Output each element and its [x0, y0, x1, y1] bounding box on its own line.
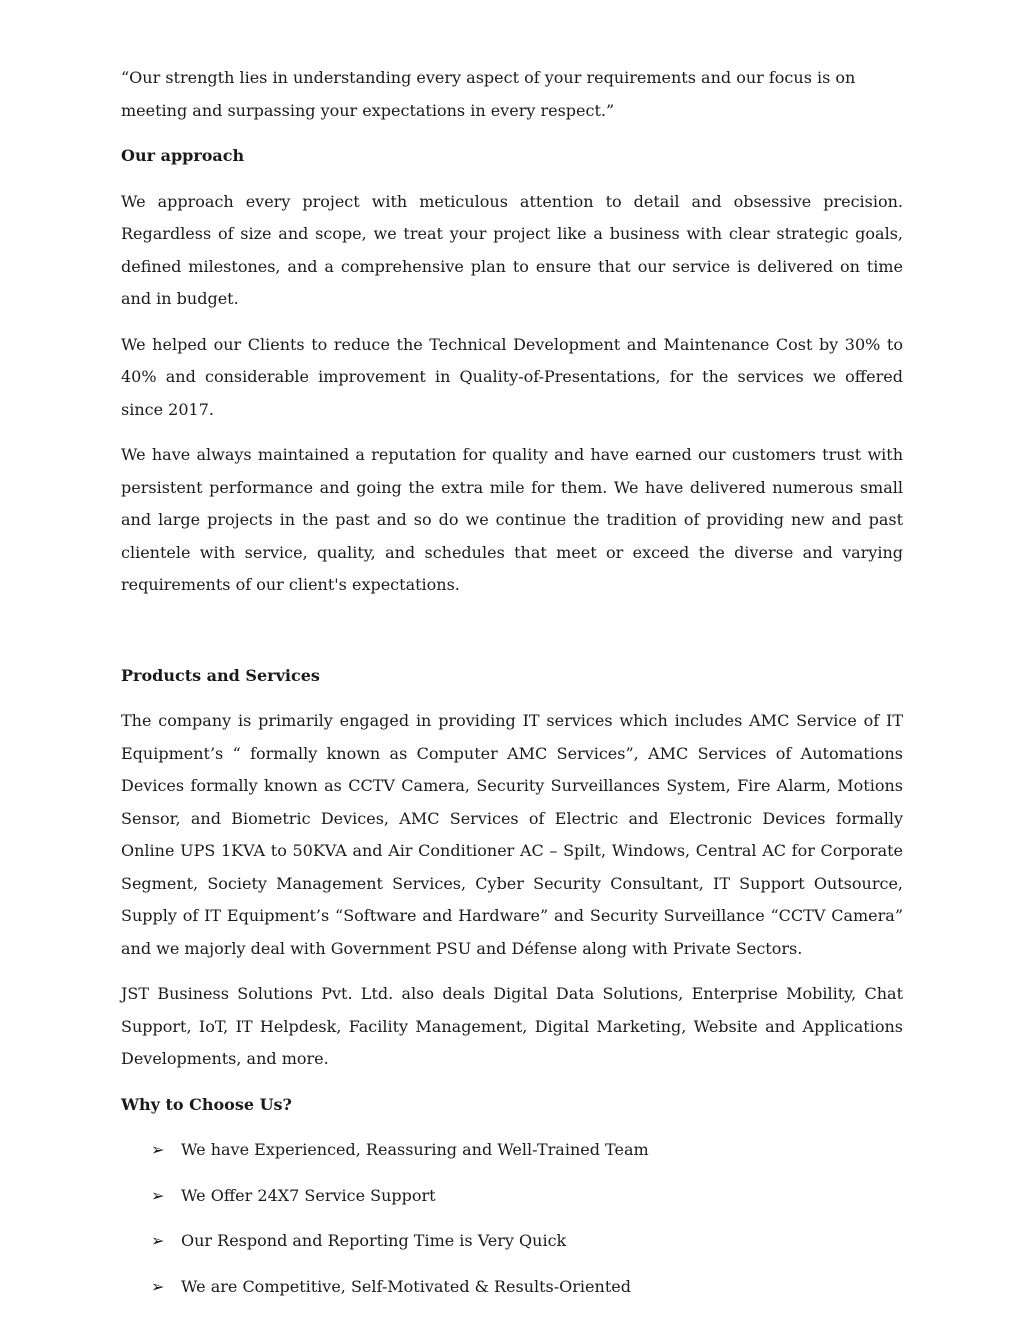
approach-heading: Our approach — [121, 146, 245, 165]
document-page — [121, 62, 903, 1316]
list-item-text: Our Respond and Reporting Time is Very Quick — [181, 1231, 567, 1250]
arrow-bullet-icon: ➢ — [151, 1140, 165, 1159]
arrow-bullet-icon: ➢ — [151, 1276, 165, 1296]
approach-paragraph-1: We approach every project with meticulous attention to detail and obsessive precision. Regardless of size and scope, we treat your project like a business with clear strategic goals, defined milestones, and a comprehensive plan to ensure that our service is delivered on time and in budget. — [121, 191, 903, 308]
list-item — [151, 1180, 903, 1213]
list-item — [151, 1225, 903, 1258]
products-heading: Products and Services — [121, 665, 320, 685]
arrow-bullet-icon: ➢ — [151, 1231, 165, 1250]
why-heading: Why to Choose Us? — [121, 1094, 292, 1114]
products-paragraph-2: JST Business Solutions Pvt. Ltd. also deals Digital Data Solutions, Enterprise Mobility, Chat Support, IoT, IT Helpdesk, Facility Management, Digital Marketing, Website and Applications Developments, and more. — [121, 984, 903, 1068]
list-item — [151, 1271, 903, 1304]
approach-paragraph-2: We helped our Clients to reduce the Technical Development and Maintenance Cost by 30% to 40% and considerable improvement in Quality-of-Presentations, for the services we offered since 2017. — [121, 334, 903, 419]
company-quote: “Our strength lies in understanding every aspect of your requirements and our focus is on meeting and surpassing your expectations in every respect.” — [121, 68, 856, 120]
list-item-text: We are Competitive, Self-Motivated & Results-Oriented — [181, 1276, 631, 1296]
arrow-bullet-icon: ➢ — [151, 1185, 165, 1205]
products-paragraph-1: The company is primarily engaged in providing IT services which includes AMC Service of IT Equipment’s “ formally known as Computer AMC Services”, AMC Services of Automations Devices formally known as CCTV Camera, Security Surveillances System, Fire Alarm, Motions Sensor, and Biometric Devices, AMC Services of Electric and Electronic Devices formally Online UPS 1KVA to 50KVA and Air Conditioner AC – Spilt, Windows, Central AC for Corporate Segment, Society Management Services, Cyber Security Consultant, IT Support Outsource, Supply of IT Equipment’s “Software and Hardware” and Security Surveillance “CCTV Camera” and we majorly deal with Government PSU and Défense along with Private Sectors. — [121, 711, 903, 958]
list-item-text: We Offer 24X7 Service Support — [181, 1185, 436, 1205]
why-choose-list — [121, 1134, 903, 1303]
list-item — [151, 1134, 903, 1167]
section-spacer — [121, 615, 903, 660]
list-item-text: We have Experienced, Reassuring and Well-Trained Team — [181, 1140, 649, 1159]
approach-paragraph-3: We have always maintained a reputation for quality and have earned our customers trust with persistent performance and going the extra mile for them. We have delivered numerous small and large projects in the past and so do we continue the tradition of providing new and past clientele with service, quality, and schedules that meet or exceed the diverse and varying requirements of our client's expectations. — [121, 445, 903, 594]
